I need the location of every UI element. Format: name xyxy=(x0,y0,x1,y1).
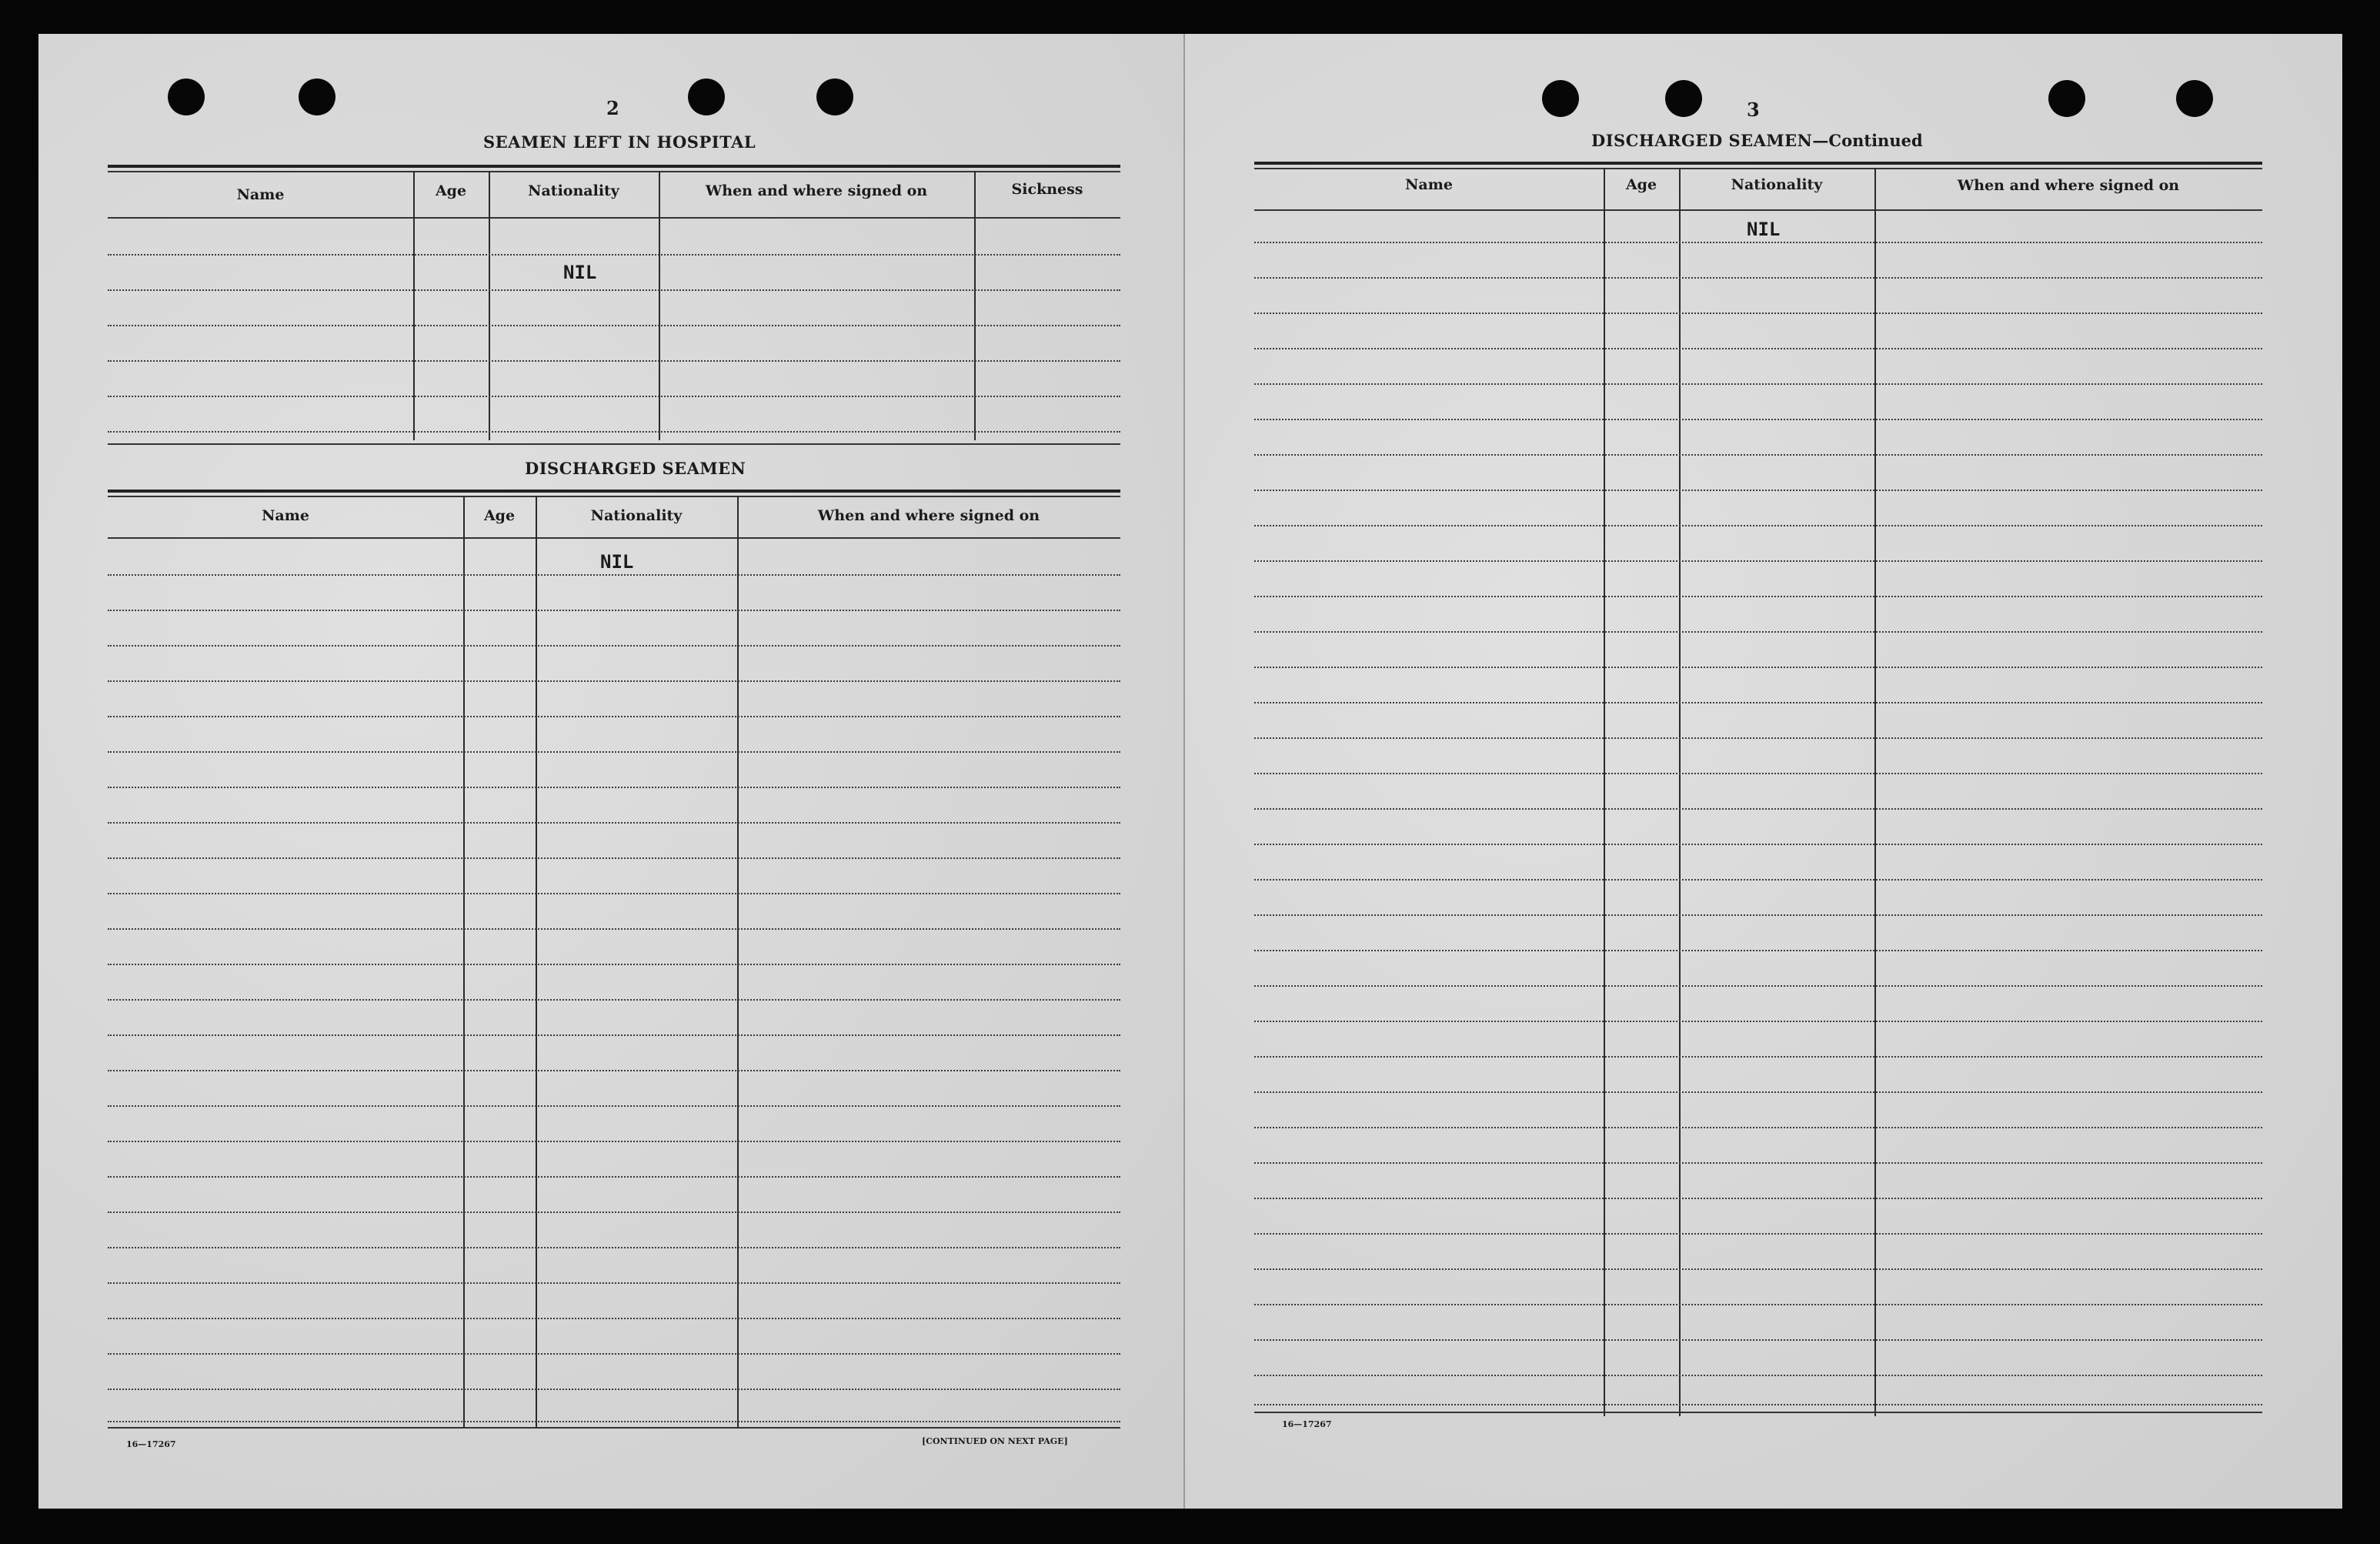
hospital-table xyxy=(108,165,1120,473)
discharged-continued-title xyxy=(1591,131,1923,150)
punch-hole xyxy=(299,79,335,115)
hospital-section-title: SEAMEN LEFT IN HOSPITAL xyxy=(483,132,756,152)
punch-hole xyxy=(2048,80,2085,117)
col-age-header: Age xyxy=(1625,176,1657,193)
page-number: 3 xyxy=(1747,99,1760,121)
punch-hole xyxy=(1542,80,1579,117)
page-number: 2 xyxy=(606,97,619,119)
col-age-header: Age xyxy=(435,182,467,199)
col-signed-on-header: When and where signed on xyxy=(1957,177,2180,194)
col-nationality-header: Nationality xyxy=(528,182,619,199)
col-name-header: Name xyxy=(1405,176,1453,193)
section-title-text: DISCHARGED SEAMEN xyxy=(1591,131,1813,150)
punch-hole xyxy=(2176,80,2213,117)
form-number: 16—17267 xyxy=(1282,1419,1332,1429)
col-nationality-header: Nationality xyxy=(1731,176,1823,193)
nil-entry: NIL xyxy=(1747,219,1781,240)
col-name-header: Name xyxy=(262,507,309,524)
right-page xyxy=(1183,34,2342,1509)
col-age-header: Age xyxy=(483,507,516,524)
continued-note: [CONTINUED ON NEXT PAGE] xyxy=(922,1436,1068,1446)
punch-hole xyxy=(1665,80,1702,117)
left-page xyxy=(38,34,1183,1509)
discharged-continued-table xyxy=(1254,162,2262,1455)
punch-hole xyxy=(168,79,205,115)
nil-entry: NIL xyxy=(600,551,634,573)
punch-hole xyxy=(688,79,725,115)
discharged-section-title: DISCHARGED SEAMEN xyxy=(525,459,746,478)
col-name-header: Name xyxy=(236,186,285,203)
form-number: 16—17267 xyxy=(126,1439,176,1449)
nil-entry: NIL xyxy=(563,262,597,283)
col-nationality-header: Nationality xyxy=(590,507,683,524)
col-sickness-header: Sickness xyxy=(1011,181,1083,198)
punch-hole xyxy=(816,79,853,115)
col-signed-on-header: When and where signed on xyxy=(817,507,1040,524)
discharged-table xyxy=(108,490,1120,1459)
col-signed-on-header: When and where signed on xyxy=(705,182,928,199)
section-title-suffix: —Continued xyxy=(1812,131,1923,150)
